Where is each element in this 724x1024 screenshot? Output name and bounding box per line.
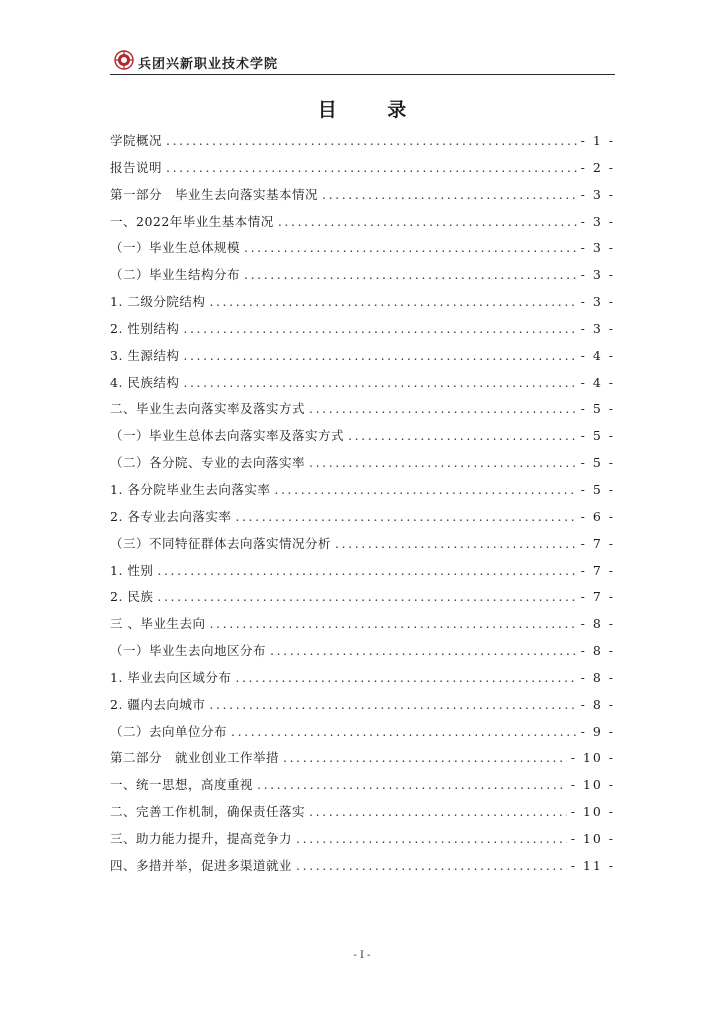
- toc-entry-page: - 4 -: [580, 347, 615, 363]
- college-emblem-icon: [114, 50, 134, 70]
- dot-leader: [209, 692, 576, 719]
- toc-entry-label: （二）各分院、专业的去向落实率: [110, 455, 306, 471]
- page-header: [110, 50, 615, 75]
- dot-leader: [270, 638, 577, 665]
- dot-leader: [283, 745, 567, 772]
- toc-entry-label: 三、助力能力提升，提高竞争力: [110, 830, 293, 846]
- toc-entry-label: 第一部分 毕业生去向落实基本情况: [110, 186, 319, 202]
- toc-entry-page: - 1 -: [580, 133, 615, 148]
- toc-entry-label: 一、2022年毕业生基本情况: [110, 213, 274, 229]
- page-number: - I -: [353, 950, 371, 961]
- toc-entry-label: （一）毕业生去向地区分布: [110, 643, 267, 659]
- toc-entry-label: 2. 疆内去向城市: [110, 696, 206, 712]
- toc-entry[interactable]: [110, 665, 615, 692]
- toc-entry[interactable]: [110, 128, 615, 155]
- toc-entry[interactable]: [110, 719, 615, 746]
- toc-entry-label: 3. 生源结构: [110, 347, 180, 363]
- dot-leader: [183, 343, 576, 370]
- toc-entry-page: - 9 -: [580, 723, 615, 739]
- toc-entry-label: （二）去向单位分布: [110, 723, 228, 739]
- toc-entry-page: - 3 -: [580, 320, 615, 336]
- toc-entry-label: 1. 性别: [110, 562, 154, 578]
- dot-leader: [309, 450, 577, 477]
- dot-leader: [166, 155, 577, 182]
- dot-leader: [278, 209, 577, 236]
- dot-leader: [235, 504, 576, 531]
- dot-leader: [348, 423, 577, 450]
- toc-entry[interactable]: [110, 772, 615, 799]
- toc-entry-label: 2. 各专业去向落实率: [110, 508, 232, 524]
- toc-entry-page: - 10 -: [570, 777, 615, 793]
- dot-leader: [309, 396, 577, 423]
- toc-entry-page: - 8 -: [580, 616, 615, 632]
- toc-entry-page: - 11 -: [570, 857, 615, 873]
- toc-entry[interactable]: [110, 262, 615, 289]
- toc-entry[interactable]: [110, 450, 615, 477]
- toc-entry-page: - 4 -: [580, 374, 615, 390]
- dot-leader: [244, 235, 577, 262]
- toc-entry[interactable]: [110, 558, 615, 585]
- toc-entry-label: 一、统一思想，高度重视: [110, 777, 254, 793]
- toc-entry[interactable]: [110, 209, 615, 236]
- toc-entry-label: 学院概况: [110, 133, 163, 148]
- toc-entry[interactable]: [110, 423, 615, 450]
- toc-entry-page: - 8 -: [580, 696, 615, 712]
- toc-entry-page: - 10 -: [570, 804, 615, 820]
- dot-leader: [209, 289, 576, 316]
- toc-entry[interactable]: [110, 611, 615, 638]
- toc-entry-page: - 5 -: [580, 428, 615, 444]
- dot-leader: [257, 772, 567, 799]
- toc-entry[interactable]: [110, 182, 615, 209]
- dot-leader: [322, 182, 577, 209]
- dot-leader: [274, 477, 576, 504]
- toc-entry-label: 三 、毕业生去向: [110, 616, 206, 632]
- toc-entry[interactable]: [110, 343, 615, 370]
- toc-entry[interactable]: [110, 584, 615, 611]
- dot-leader: [296, 826, 567, 853]
- toc-entry-page: - 3 -: [580, 294, 615, 310]
- toc-entry-label: 四、多措并举，促进多渠道就业: [110, 857, 293, 873]
- dot-leader: [296, 853, 567, 880]
- toc-entry-page: - 8 -: [580, 643, 615, 659]
- toc-title: 目 录: [317, 99, 429, 121]
- toc-entry-page: - 5 -: [580, 455, 615, 471]
- toc-entry-page: - 6 -: [580, 508, 615, 524]
- toc-entry-page: - 7 -: [580, 562, 615, 578]
- toc-entry-label: 二、毕业生去向落实率及落实方式: [110, 401, 306, 417]
- toc-entry[interactable]: [110, 155, 615, 182]
- toc-entry-page: - 3 -: [580, 186, 615, 202]
- toc-entry[interactable]: [110, 289, 615, 316]
- toc-entry[interactable]: [110, 316, 615, 343]
- toc-entry[interactable]: [110, 396, 615, 423]
- toc-entry-label: 2. 性别结构: [110, 320, 180, 336]
- toc-entry-page: - 3 -: [580, 213, 615, 229]
- toc-entry[interactable]: [110, 799, 615, 826]
- toc-entry-page: - 8 -: [580, 669, 615, 685]
- toc-entry-page: - 7 -: [580, 535, 615, 551]
- toc-entry-label: 1. 二级分院结构: [110, 294, 206, 310]
- toc-entry[interactable]: [110, 692, 615, 719]
- toc-entry-page: - 5 -: [580, 481, 615, 497]
- toc-entry-page: - 10 -: [570, 830, 615, 846]
- dot-leader: [183, 316, 576, 343]
- dot-leader: [244, 262, 577, 289]
- toc-entry[interactable]: [110, 826, 615, 853]
- table-of-contents: [110, 128, 615, 880]
- dot-leader: [209, 611, 576, 638]
- toc-entry-label: 1. 各分院毕业生去向落实率: [110, 481, 271, 497]
- toc-entry-label: 1. 毕业去向区域分布: [110, 669, 232, 685]
- toc-entry-label: （一）毕业生总体规模: [110, 240, 241, 256]
- toc-entry-label: （一）毕业生总体去向落实率及落实方式: [110, 428, 345, 444]
- toc-entry-label: 4. 民族结构: [110, 374, 180, 390]
- toc-entry-page: - 2 -: [580, 159, 615, 175]
- toc-entry-label: 报告说明: [110, 159, 163, 175]
- toc-entry-page: - 3 -: [580, 267, 615, 283]
- toc-entry[interactable]: [110, 235, 615, 262]
- toc-entry-label: 第二部分 就业创业工作举措: [110, 750, 280, 766]
- toc-entry[interactable]: [110, 853, 615, 880]
- dot-leader: [157, 558, 576, 585]
- dot-leader: [235, 665, 576, 692]
- toc-entry[interactable]: [110, 531, 615, 558]
- toc-entry[interactable]: [110, 504, 615, 531]
- toc-entry[interactable]: [110, 370, 615, 397]
- toc-entry-label: 二、完善工作机制，确保责任落实: [110, 804, 306, 820]
- toc-entry-label: 2. 民族: [110, 589, 154, 605]
- toc-entry[interactable]: [110, 477, 615, 504]
- dot-leader: [166, 128, 577, 155]
- toc-entry-label: （三）不同特征群体去向落实情况分析: [110, 535, 332, 551]
- dot-leader: [157, 584, 576, 611]
- toc-entry-page: - 7 -: [580, 589, 615, 605]
- dot-leader: [309, 799, 567, 826]
- toc-entry-page: - 3 -: [580, 240, 615, 256]
- toc-entry[interactable]: [110, 745, 615, 772]
- institution-name: 兵团兴新职业技术学院: [138, 57, 279, 72]
- dot-leader: [231, 719, 577, 746]
- toc-entry-label: （二）毕业生结构分布: [110, 267, 241, 283]
- dot-leader: [183, 370, 576, 397]
- toc-entry-page: - 5 -: [580, 401, 615, 417]
- toc-entry[interactable]: [110, 638, 615, 665]
- toc-entry-page: - 10 -: [570, 750, 615, 766]
- dot-leader: [335, 531, 577, 558]
